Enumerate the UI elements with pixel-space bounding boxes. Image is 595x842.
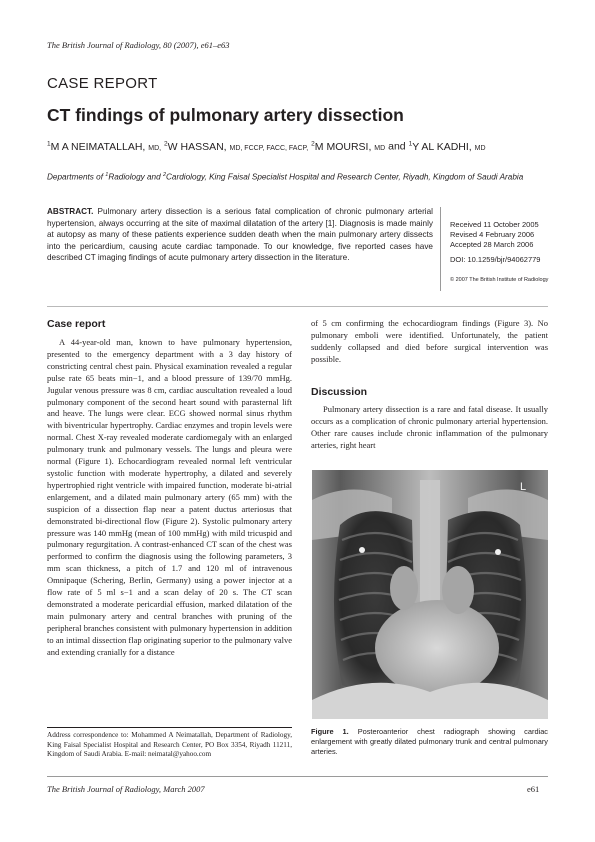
received-date: Received 11 October 2005 [450,220,539,229]
abstract [47,206,433,264]
figure-caption: Figure 1. Posteroanterior chest radiograph showing cardiac enlargement with greatly dilated pulmonary trunk and central pulmonary arteries. [311,727,548,757]
revised-date: Revised 4 February 2006 [450,230,535,239]
section-type: CASE REPORT [47,75,158,92]
case-report-continuation [311,318,548,366]
paragraph: Pulmonary artery dissection is a rare and fatal disease. It usually occurs as a complication of chronic pulmonary arterial hypertension. Other rare causes include chronic inflammation of the pulmonary arteries, right heart [311,404,548,450]
accepted-date: Accepted 28 March 2006 [450,240,534,249]
paragraph: of 5 cm confirming the echocardiogram findings (Figure 3). No pulmonary emboli were identified. Unfortunately, the patient suddenly collapsed and died before surgical intervention was possible. [311,318,548,364]
journal-header: The British Journal of Radiology, 80 (2007), e61–e63 [47,40,230,50]
article-title: CT findings of pulmonary artery dissection [47,105,404,125]
case-report-body [47,337,292,658]
article-dates [450,220,560,250]
radiograph-side-marker: L [520,481,527,493]
author-list: $^1$M A NEIMATALLAH, MD, $^2$W HASSAN, MD, FCCP, FACC, FACP, $^2$M MOURSI, MD and $^1$Y AL KADHI, MD [47,140,486,153]
sidebar-divider [440,207,441,291]
author: $^1$M A NEIMATALLAH, MD, [47,140,162,153]
author: $^2$M MOURSI, MD [311,140,386,153]
paragraph: A 44-year-old man, known to have pulmonary hypertension, presented to the emergency department with a 3 day history of constricting central chest pain. Physical examination revealed a regular pulse rate 65 beats min−1, and a blood pressure of 139/70 mmHg. Jugular venous pressure was 8 cm, cardiac auscultation revealed a loud pulmonary component of the second heart sound with parasternal lift and heave. The lungs were clear. ECG showed normal sinus rhythm with biventricular hypertrophy. Cardiac enzymes and tropin levels were normal. Chest X-ray revealed moderate cardiomegaly with an enlarged pulmonary trunk and pulmonary vessels. The lungs and pleura were normal (Figure 1). Echocardiogram revealed normal left ventricular systolic function with moderate hypertrophy, a dilated and severely hypertrophied right ventricle with impaired function, moderate bi-atrial enlargement, and a dilated main pulmonary artery (65 mm) with the suspicion of a dissection flap near a patent ductus arteriosus that demonstrated bi-directional flow (Figure 2). Systolic pulmonary artery pressure was 140 mmHg (mean of 100 mmHg) with mild tricuspid and pulmonary regurgitation. A contrast-enhanced CT scan of the chest was performed to confirm the diagnosis using the following parameters, 3 mm scan thickness, a pitch of 1.7 and 120 ml of intravenous Omnipaque (Schering, Berlin, Germany) using a power injector at a flow rate of 5 ml s−1 and a scan delay of 20 s. The CT scan demonstrated a moderate pericardial effusion, marked dilatation of the main pulmonary artery and central branches with pruning of the peripheral branches consistent with pulmonary hypertension in addition to an intimal dissection flap originating superior to the pulmonary valve and extending cranially for a distance [47,337,292,657]
correspondence-footnote: Address correspondence to: Mohammed A Neimatallah, Department of Radiology, King Faisal Specialist Hospital and Research Center, PO Box 3354, Riyadh 11211, Kingdom of Saudi Arabia. E-mail: neimatal@yahoo.com [47,731,292,759]
doi: DOI: 10.1259/bjr/94062779 [450,255,541,264]
footer-journal: The British Journal of Radiology, March 2007 [47,784,205,794]
case-report-heading: Case report [47,318,106,330]
abstract-divider [47,306,548,307]
page-number: e61 [527,784,540,794]
author: $^2$W HASSAN, MD, FCCP, FACC, FACP, [164,140,309,153]
author: $^1$Y AL KADHI, MD [408,140,486,153]
abstract-label: ABSTRACT. [47,207,94,216]
discussion-heading: Discussion [311,386,368,398]
footer-rule [47,776,548,777]
chest-radiograph-image [312,470,548,719]
copyright: © 2007 The British Institute of Radiology [450,277,549,283]
affiliation: Departments of $^1$Radiology and $^2$Cardiology, King Faisal Specialist Hospital and Research Center, Riyadh, Kingdom of Saudi Arabia [47,172,524,182]
figure-label: Figure 1. [311,727,349,736]
radiograph-drawing [312,470,548,719]
abstract-text: Pulmonary artery dissection is a serious fatal complication of chronic pulmonary arterial hypertension, always occurring at the site of maximal dilatation of the artery [1]. Diagnosis is made mainly at autopsy as many of these patients experience sudden death when the main pulmonary artery dissects into the pericardium, causing acute cardiac tamponade. To our knowledge, five reported cases have described CT imaging findings of acute pulmonary artery dissection in the literature. [47,207,434,263]
footnote-rule [47,727,292,728]
discussion-body [311,404,548,452]
